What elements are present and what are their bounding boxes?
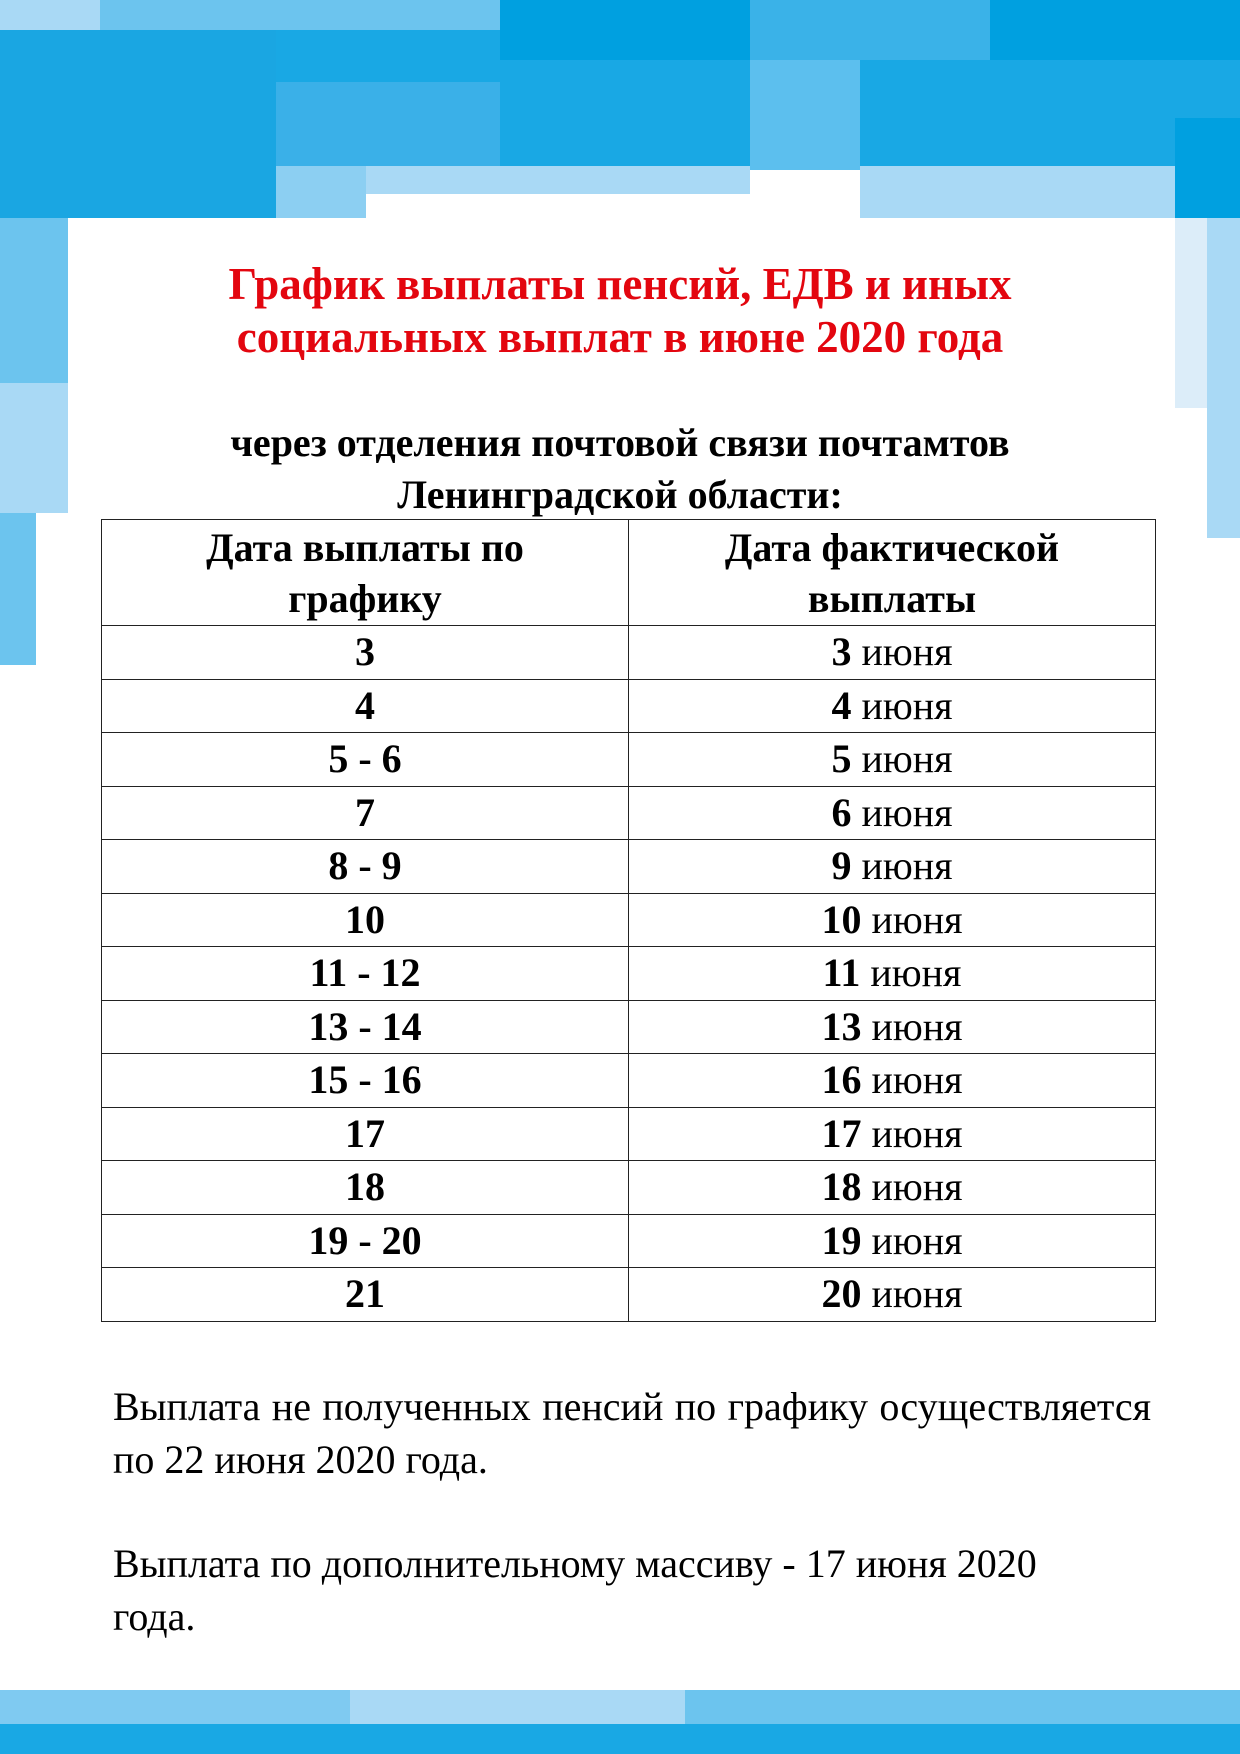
schedule-date-cell: 4 (102, 679, 629, 733)
subtitle-line-1: через отделения почтовой связи почтамтов (230, 420, 1010, 465)
actual-date-cell: 17 июня (629, 1107, 1156, 1161)
table-row (102, 786, 1156, 840)
table-row (102, 733, 1156, 787)
note-unpaid-pensions: Выплата не полученных пенсий по графику осуществляется по 22 июня 2020 года. (113, 1384, 1151, 1482)
payment-schedule-table (101, 519, 1156, 1322)
actual-date-cell: 4 июня (629, 679, 1156, 733)
actual-date-cell: 18 июня (629, 1161, 1156, 1215)
schedule-date-cell: 13 - 14 (102, 1000, 629, 1054)
table-row (102, 840, 1156, 894)
table-row (102, 1268, 1156, 1322)
title-line-1: График выплаты пенсий, ЕДВ и иных (228, 259, 1012, 309)
col-header-actual-date: Дата фактической выплаты (629, 520, 1156, 626)
schedule-date-cell: 8 - 9 (102, 840, 629, 894)
schedule-date-cell: 5 - 6 (102, 733, 629, 787)
schedule-date-cell: 19 - 20 (102, 1214, 629, 1268)
schedule-date-cell: 3 (102, 626, 629, 680)
actual-date-cell: 16 июня (629, 1054, 1156, 1108)
title-line-2: социальных выплат в июне 2020 года (236, 312, 1004, 362)
table-row (102, 1054, 1156, 1108)
actual-date-cell: 6 июня (629, 786, 1156, 840)
schedule-date-cell: 15 - 16 (102, 1054, 629, 1108)
actual-date-cell: 5 июня (629, 733, 1156, 787)
table-row (102, 1107, 1156, 1161)
table-row (102, 947, 1156, 1001)
note-additional-payment: Выплата по дополнительному массиву - 17 июня 2020 года. (113, 1541, 1037, 1639)
schedule-date-cell: 7 (102, 786, 629, 840)
schedule-date-cell: 11 - 12 (102, 947, 629, 1001)
table-row (102, 1214, 1156, 1268)
table-row (102, 626, 1156, 680)
actual-date-cell: 20 июня (629, 1268, 1156, 1322)
col-header-schedule-date: Дата выплаты по графику (102, 520, 629, 626)
actual-date-cell: 19 июня (629, 1214, 1156, 1268)
table-row (102, 679, 1156, 733)
actual-date-cell: 10 июня (629, 893, 1156, 947)
actual-date-cell: 11 июня (629, 947, 1156, 1001)
actual-date-cell: 13 июня (629, 1000, 1156, 1054)
table-row (102, 1161, 1156, 1215)
page-title (0, 258, 1240, 364)
schedule-date-cell: 18 (102, 1161, 629, 1215)
actual-date-cell: 9 июня (629, 840, 1156, 894)
schedule-date-cell: 21 (102, 1268, 629, 1322)
table-header-row (102, 520, 1156, 626)
subtitle-line-2: Ленинградской области: (397, 472, 843, 517)
schedule-date-cell: 17 (102, 1107, 629, 1161)
table-row (102, 893, 1156, 947)
table-row (102, 1000, 1156, 1054)
page-subtitle (0, 417, 1240, 521)
schedule-date-cell: 10 (102, 893, 629, 947)
actual-date-cell: 3 июня (629, 626, 1156, 680)
